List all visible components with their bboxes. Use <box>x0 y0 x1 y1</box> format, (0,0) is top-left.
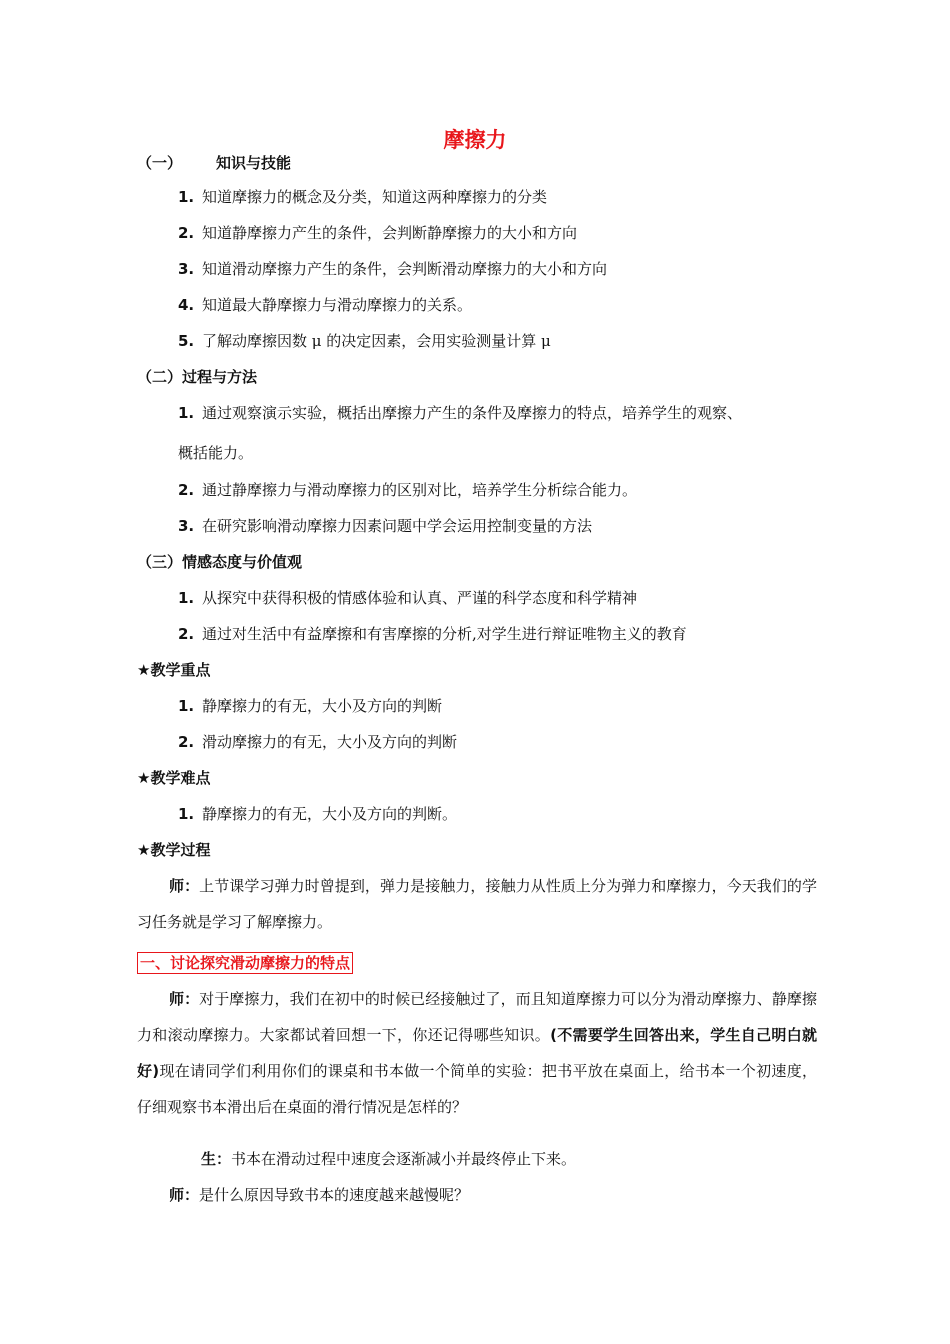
paragraph-text: 是什么原因导致书本的速度越来越慢呢？ <box>199 1186 470 1204</box>
paragraph-text: 现在请同学们利用你们的课桌和书本做一个简单的实验：把书平放在桌面上，给书本一个初速度，仔细观察书本滑出后在桌面的滑行情况是怎样的？ <box>137 1062 817 1116</box>
list-item <box>178 402 742 424</box>
list-item-continuation: 概括能力。 <box>178 444 254 462</box>
item-number: 1. <box>178 805 195 823</box>
item-number: 1. <box>178 404 195 422</box>
item-text: 静摩擦力的有无，大小及方向的判断。 <box>202 805 458 823</box>
item-text: 知道静摩擦力产生的条件，会判断静摩擦力的大小和方向 <box>202 224 578 242</box>
item-number: 4. <box>178 296 195 314</box>
list-item <box>178 731 457 753</box>
speaker-label: 生： <box>201 1150 232 1168</box>
bold-note: (不需要学生回答出来，学生自己明白就好) <box>137 1026 817 1080</box>
dialogue-line <box>169 1148 576 1170</box>
item-number: 3. <box>178 517 195 535</box>
item-text: 通过静摩擦力与滑动摩擦力的区别对比，培养学生分析综合能力。 <box>202 481 638 499</box>
item-text: 知道滑动摩擦力产生的条件，会判断滑动摩擦力的大小和方向 <box>202 260 608 278</box>
item-number: 1. <box>178 188 195 206</box>
item-number: 3. <box>178 260 195 278</box>
intro-paragraph <box>137 868 817 940</box>
document-title: 摩擦力 <box>443 128 507 152</box>
speaker-label: 师： <box>169 877 200 895</box>
dialogue-line <box>169 1184 469 1206</box>
item-number: 2. <box>178 733 195 751</box>
item-text: 知道摩擦力的概念及分类，知道这两种摩擦力的分类 <box>202 188 548 206</box>
paragraph-text: 书本在滑动过程中速度会逐渐减小并最终停止下来。 <box>231 1150 577 1168</box>
item-number: 5. <box>178 332 195 350</box>
list-item <box>178 695 442 717</box>
item-text: 从探究中获得积极的情感体验和认真、严谨的科学态度和科学精神 <box>202 589 638 607</box>
list-item <box>178 479 637 501</box>
list-item <box>178 515 592 537</box>
key-points-heading: ★教学重点 <box>137 661 211 679</box>
list-item <box>178 803 457 825</box>
section-heading-3 <box>137 551 302 573</box>
item-number: 1. <box>178 697 195 715</box>
item-text: 静摩擦力的有无，大小及方向的判断 <box>202 697 443 715</box>
list-item <box>178 258 607 280</box>
item-text: 知道最大静摩擦力与滑动摩擦力的关系。 <box>202 296 473 314</box>
section-marker: （一） <box>137 154 183 172</box>
section-marker: （二） <box>137 368 183 386</box>
item-text: 在研究影响滑动摩擦力因素问题中学会运用控制变量的方法 <box>202 517 593 535</box>
speaker-label: 师： <box>169 990 200 1008</box>
section-marker: （三） <box>137 553 183 571</box>
item-number: 2. <box>178 481 195 499</box>
list-item <box>178 186 547 208</box>
section-title: 过程与方法 <box>182 368 258 386</box>
list-item <box>178 222 577 244</box>
item-text: 滑动摩擦力的有无，大小及方向的判断 <box>202 733 458 751</box>
dialogue-paragraph <box>137 981 817 1125</box>
list-item <box>178 330 551 352</box>
difficulties-heading: ★教学难点 <box>137 769 211 787</box>
item-number: 2. <box>178 224 195 242</box>
section-title-red: 一、讨论探究滑动摩擦力的特点 <box>137 952 353 974</box>
section-heading-1 <box>137 152 291 174</box>
list-item <box>178 587 637 609</box>
item-number: 1. <box>178 589 195 607</box>
section-heading-2 <box>137 366 257 388</box>
process-heading: ★教学过程 <box>137 841 211 859</box>
item-number: 2. <box>178 625 195 643</box>
list-item <box>178 294 472 316</box>
section-title: 情感态度与价值观 <box>182 553 303 571</box>
section-title: 知识与技能 <box>216 154 292 172</box>
paragraph-text: 对于摩擦力，我们在初中的时候已经接触过了，而且知道摩擦力可以分为滑动摩擦力、静摩擦力和滚动摩擦力。大家都试着回想一下，你还记得哪些知识。 <box>137 990 817 1044</box>
item-text: 通过对生活中有益摩擦和有害摩擦的分析,对学生进行辩证唯物主义的教育 <box>202 625 687 643</box>
list-item <box>178 623 687 645</box>
item-text: 通过观察演示实验，概括出摩擦力产生的条件及摩擦力的特点，培养学生的观察、 <box>202 404 743 422</box>
paragraph-text: 上节课学习弹力时曾提到，弹力是接触力，接触力从性质上分为弹力和摩擦力，今天我们的学习任务就是学习了解摩擦力。 <box>137 877 817 931</box>
speaker-label: 师： <box>169 1186 200 1204</box>
item-text: 了解动摩擦因数 μ 的决定因素，会用实验测量计算 μ <box>202 332 551 350</box>
